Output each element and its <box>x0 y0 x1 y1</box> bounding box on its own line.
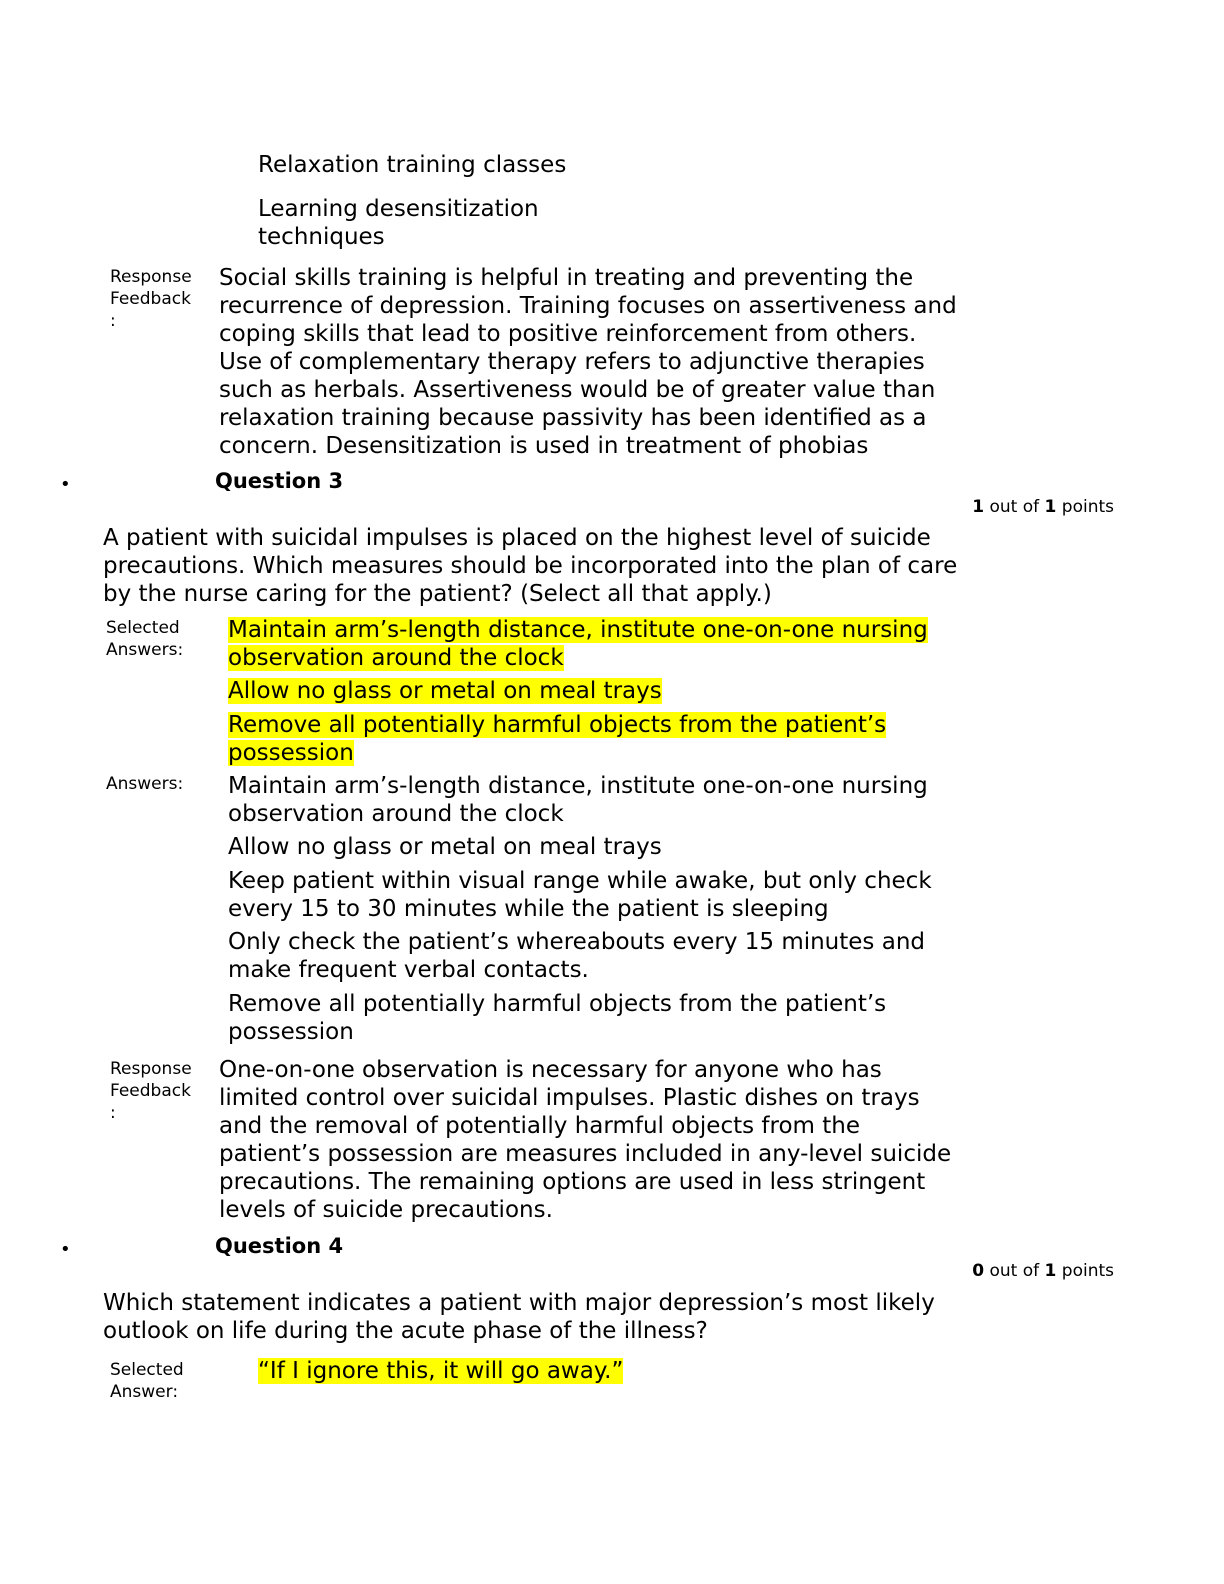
response-feedback-label: Response Feedback : <box>110 267 192 331</box>
answer-option: Maintain arm’s-length distance, institute one-on-one nursing observation around the clock <box>228 773 928 827</box>
response-feedback-text: One-on-one observation is necessary for anyone who has limited control over suicidal impulses. Plastic dishes on trays and the removal of potentially harmful objects from the patient’s possession are measures included in any-level suicide precautions. The remaining options are used in less stringent levels of suicide precautions. <box>219 1057 952 1223</box>
selected-answer: “If I ignore this, it will go away.” <box>258 1358 624 1384</box>
answer-option: Allow no glass or metal on meal trays <box>228 834 662 860</box>
selected-answer: Allow no glass or metal on meal trays <box>228 678 662 704</box>
answer-option: Relaxation training classes <box>258 152 567 178</box>
bullet-icon: • <box>60 1239 71 1260</box>
bullet-icon: • <box>60 474 71 495</box>
question-score: 1 out of 1 points <box>972 497 1114 517</box>
question-stem: A patient with suicidal impulses is placed on the highest level of suicide precautions. Which measures should be incorporated into the plan of care by the nurse caring for the patient? (Select all that apply.) <box>103 525 958 607</box>
question-title: Question 4 <box>215 1234 344 1258</box>
question-stem: Which statement indicates a patient with major depression’s most likely outlook on life during the acute phase of the illness? <box>103 1290 935 1344</box>
selected-answers-label: Selected Answers: <box>106 618 184 660</box>
selected-answer: Maintain arm’s-length distance, institute one-on-one nursing observation around the clock <box>228 617 928 671</box>
answer-option: Learning desensitization techniques <box>258 196 539 250</box>
response-feedback-label: Response Feedback : <box>110 1059 192 1123</box>
selected-answer: Remove all potentially harmful objects from the patient’s possession <box>228 712 887 766</box>
question-score: 0 out of 1 points <box>972 1261 1114 1281</box>
question-title: Question 3 <box>215 469 344 493</box>
selected-answer-label: Selected Answer: <box>110 1360 184 1402</box>
response-feedback-text: Social skills training is helpful in treating and preventing the recurrence of depression. Training focuses on assertiveness and coping skills that lead to positive reinforcement from others. Use of complementary therapy refers to adjunctive therapies such as herbals. Assertiveness would be of greater value than relaxation training because passivity has been identified as a concern. Desensitization is used in treatment of phobias <box>219 265 957 459</box>
answer-option: Keep patient within visual range while awake, but only check every 15 to 30 minutes while the patient is sleeping <box>228 868 932 922</box>
answer-option: Only check the patient’s whereabouts every 15 minutes and make frequent verbal contacts. <box>228 929 925 983</box>
answers-label: Answers: <box>106 774 184 794</box>
answer-option: Remove all potentially harmful objects from the patient’s possession <box>228 991 887 1045</box>
